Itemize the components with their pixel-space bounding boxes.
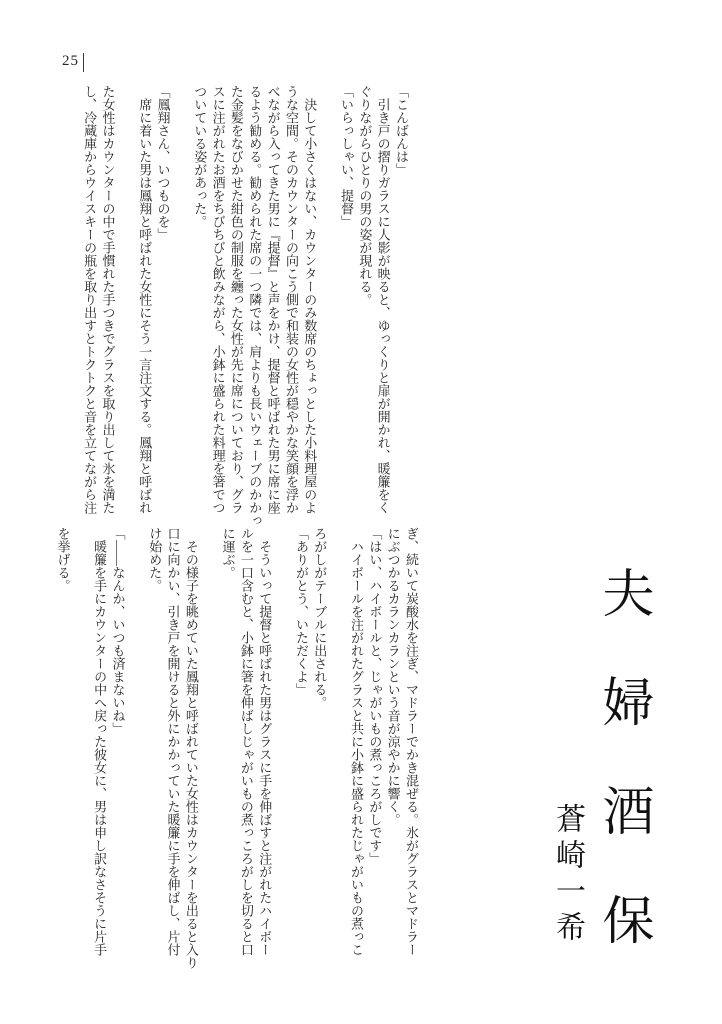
top-text-block (79, 85, 410, 537)
story-author: 蒼崎一希 (551, 803, 584, 947)
text-column (117, 85, 135, 537)
text-column: 決して小さくはない、カウンターのみ数席のちょっとした小料理屋のよ (302, 85, 318, 514)
text-column (172, 85, 190, 537)
text-column: うな空間。そのカウンターの向こう側で和装の女性が穏やかな笑顔を浮か (283, 85, 299, 514)
text-column: 「――なんか、いつも済まないね」 (110, 527, 126, 735)
text-column: 引き戸の摺りガラスに人影が映ると、ゆっくりと扉が開かれ、暖簾をく (375, 85, 391, 514)
text-column: 席に着いた男は鳳翔と呼ばれた女性にそう一言注文する。鳳翔と呼ばれ (137, 85, 153, 514)
text-column: け始めた。 (147, 527, 163, 592)
text-column (71, 527, 89, 979)
text-column: べながら入ってきた男に『提督』と声をかけ、提督と呼ばれた男に席に座 (265, 85, 281, 514)
text-column: 暖簾を手にカウンターの中へ戻った彼女に、男は申し訳なさそうに片手 (92, 527, 108, 956)
text-column: その様子を眺めていた鳳翔と呼ばれていた女性はカウンターを出ると入り (183, 527, 199, 969)
page-number (62, 50, 84, 72)
page-number-divider (83, 53, 84, 72)
text-column: るよう勧める。勧められた席の一つ隣では、肩よりも長いウェーブのかかっ (247, 85, 263, 527)
text-column: ルを一口含むと、小鉢に箸を伸ばしじゃがいもの煮っころがしを切ると口 (238, 527, 254, 956)
text-column: を挙げる。 (55, 527, 71, 592)
page-number-value: 25 (62, 52, 79, 69)
text-column: 「こんばんは」 (394, 85, 409, 176)
text-column (328, 527, 346, 979)
text-column (273, 527, 291, 979)
text-column: ついている姿があった。 (192, 85, 208, 228)
text-column: に運ぶ。 (220, 527, 236, 579)
text-column: 口に向かい、引き戸を開けると外にかかっていた暖簾に手を伸ばし、片付 (165, 527, 181, 956)
text-column: ハイボールを注がれたグラスと共に小鉢に盛られたじゃがいもの煮っこ (348, 527, 364, 956)
text-column: 「ありがとう、いただくよ」 (293, 527, 309, 696)
text-column: た金髪をなびかせた紺色の制服を纏った女性が先に席についており、グラ (228, 85, 244, 514)
text-column: 「いらっしゃい、提督」 (338, 85, 354, 228)
text-column: そういって提督と呼ばれた男はグラスに手を伸ばすと注がれたハイボー (257, 527, 273, 956)
text-column: スに注がれたお酒をちびちびと飲みながら、小鉢に盛られた料理を箸でつ (210, 85, 226, 514)
text-column: にぶつかるカランカランという音が涼やかに響く。 (385, 527, 401, 826)
text-column: ぐりながらひとりの男の姿が現れる。 (357, 85, 373, 306)
text-column: ろがしがテーブルに出される。 (312, 527, 328, 709)
text-column: ぎ、続いて炭酸水を注ぎ、マドラーでかき混ぜる。氷がグラスとマドラー (404, 527, 419, 956)
bottom-text-block (52, 527, 420, 979)
text-column: た女性はカウンターの中で手慣れた手つきでグラスを取り出して氷を満た (100, 85, 116, 514)
text-column: し、冷蔵庫からウイスキーの瓶を取り出すとトクトクと音を立てながら注 (82, 85, 98, 514)
text-column: 「はい、ハイボールと、じゃがいもの煮っころがしです」 (367, 527, 383, 865)
text-column (127, 527, 145, 979)
text-column (318, 85, 336, 537)
story-title: 夫婦酒保 (594, 566, 651, 1002)
text-column (200, 527, 218, 979)
text-column: 「鳳翔さん、いつものを」 (155, 85, 171, 241)
